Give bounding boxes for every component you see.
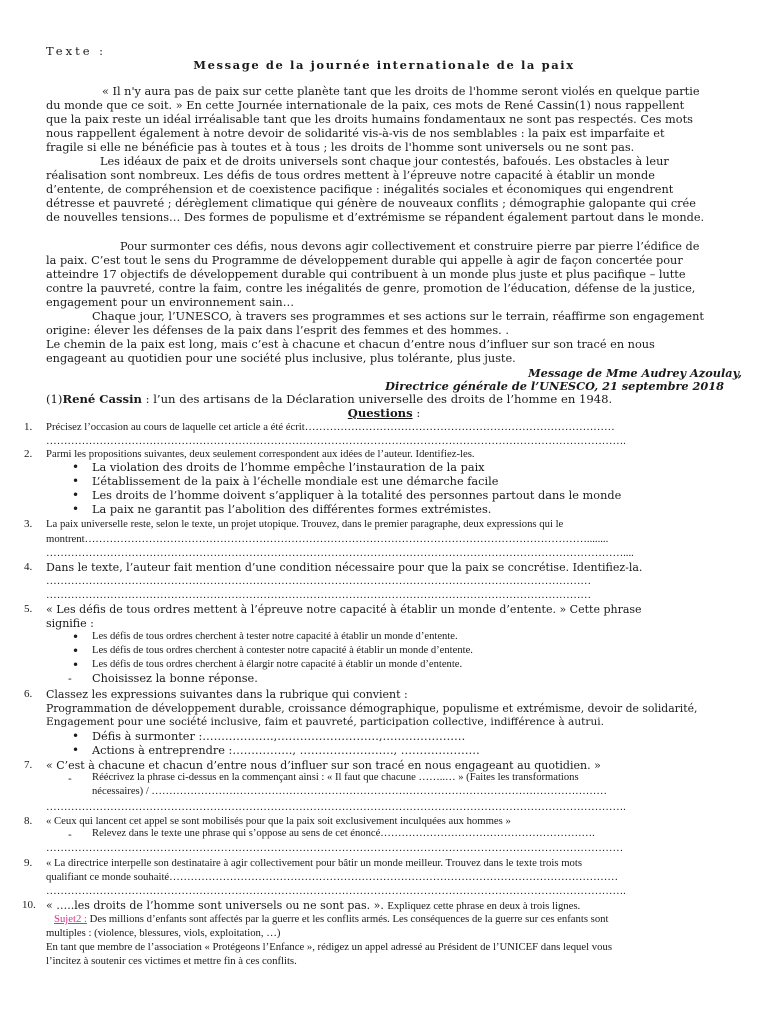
q2-option: Les droits de l’homme doivent s’appliquer à la totalité des personnes partout dans le monde bbox=[92, 489, 622, 502]
q2-option: L’établissement de la paix à l’échelle mondiale est une démarche facile bbox=[92, 475, 499, 488]
bullet-icon: • bbox=[72, 474, 80, 488]
p1-line: que la paix reste un idéal irréalisable tant que les droits humains fondamentaux ne sont pas respectés. Ces mots bbox=[46, 113, 693, 126]
question-number: 9. bbox=[24, 857, 33, 869]
sujet2-line: l’incitez à soutenir ces victimes et mettre fin à ces conflits. bbox=[46, 955, 297, 967]
question-10-quote: « …..les droits de l’homme sont universels ou ne sont pas. ». bbox=[46, 899, 388, 912]
p4-line: origine: élever les défenses de la paix dans l’esprit des femmes et des hommes. . bbox=[46, 324, 509, 337]
question-number: 7. bbox=[24, 759, 33, 771]
question-number: 3. bbox=[24, 518, 33, 530]
answer-line: ………………………………………………………………………………………………………………………………………………. bbox=[46, 885, 626, 897]
document-title: Message de la journée internationale de la paix bbox=[193, 58, 575, 72]
question-1-text: Précisez l’occasion au cours de laquelle cet article a été écrit…………………………………………………………………………… bbox=[46, 421, 615, 433]
p1-line: fragile si elle ne bénéficie pas à toutes et à tous ; les droits de l'homme sont universels ou ne sont pas. bbox=[46, 141, 635, 154]
p1-line: nous rappellent également à notre devoir de solidarité vis-à-vis de nos semblables : la paix est imparfaite et bbox=[46, 127, 665, 140]
question-10-text bbox=[46, 899, 742, 912]
q7-instruction: Réécrivez la phrase ci-dessus en la commençant ainsi : « Il faut que chacune ……..… » (Faites les transformations bbox=[92, 772, 579, 783]
footnote-name: René Cassin bbox=[62, 392, 142, 406]
answer-line: ………………………………………………………………………………………………………………………………………………. bbox=[46, 435, 626, 447]
bullet-icon: • bbox=[72, 729, 80, 743]
question-10-instruction: Expliquez cette phrase en deux à trois lignes. bbox=[387, 900, 581, 912]
bullet-icon: • bbox=[72, 502, 80, 516]
q5-option: Les défis de tous ordres cherchent à tester notre capacité à établir un monde d’entente. bbox=[92, 631, 458, 642]
q5-option: Les défis de tous ordres cherchent à contester notre capacité à établir un monde d’entente. bbox=[92, 645, 473, 656]
question-number: 8. bbox=[24, 815, 33, 827]
p2-line: Les idéaux de paix et de droits universels sont chaque jour contestés, bafoués. Les obstacles à leur bbox=[100, 155, 669, 168]
p2-line: réalisation sont nombreux. Les défis de tous ordres mettent à l’épreuve notre capacité à établir un monde bbox=[46, 169, 655, 182]
question-5-text-cont: signifie : bbox=[46, 617, 94, 630]
p2-line: de nouvelles tensions… Des formes de populisme et d’extrémisme se répandent également partout dans le monde. bbox=[46, 211, 705, 224]
q5-instruction: Choisissez la bonne réponse. bbox=[92, 672, 258, 685]
bullet-icon: • bbox=[72, 658, 80, 672]
texte-label: Texte : bbox=[46, 44, 107, 58]
bullet-icon: • bbox=[72, 460, 80, 474]
signature-role: Directrice générale de l’UNESCO, 21 septembre 2018 bbox=[385, 379, 724, 393]
dash-marker: - bbox=[68, 672, 72, 685]
answer-line: ……………………………………………………………………………………………………………………………………………… bbox=[46, 842, 624, 854]
p2-line: détresse et pauvreté ; dérèglement climatique qui génère de nouveaux conflits ; démographie galopante qui crée bbox=[46, 197, 696, 210]
q2-option: La violation des droits de l’homme empêche l’instauration de la paix bbox=[92, 461, 485, 474]
q2-option: La paix ne garantit pas l’abolition des différentes formes extrémistes. bbox=[92, 503, 492, 516]
answer-line: ……………………………………………………………………………………………………………………………………………….... bbox=[46, 547, 634, 559]
question-number: 10. bbox=[22, 899, 36, 911]
questions-heading-colon: : bbox=[412, 406, 421, 420]
answer-line: ……………………………………………………………………………………………………………………………………… bbox=[46, 575, 592, 587]
sujet2-line: multiples : (violence, blessures, viols, exploitation, …) bbox=[46, 927, 281, 939]
question-9-text-cont: qualifiant ce monde souhaité……………………………………………………………………………………………………………… bbox=[46, 871, 619, 883]
p3-line: Pour surmonter ces défis, nous devons agir collectivement et construire pierre par pierre l’édifice de bbox=[120, 240, 700, 253]
question-6-text: Classez les expressions suivantes dans la rubrique qui convient : bbox=[46, 688, 408, 701]
question-5-text: « Les défis de tous ordres mettent à l’épreuve notre capacité à établir un monde d’entente. » Cette phrase bbox=[46, 603, 642, 616]
sujet2-line bbox=[54, 913, 750, 925]
questions-heading bbox=[0, 406, 768, 420]
question-8-text: « Ceux qui lancent cet appel se sont mobilisés pour que la paix soit exclusivement inculquées aux hommes » bbox=[46, 815, 511, 827]
p3-line: la paix. C’est tout le sens du Programme de développement durable qui appelle à agir de façon concertée pour bbox=[46, 254, 683, 267]
question-number: 2. bbox=[24, 448, 33, 460]
question-7-text: « C’est à chacune et chacun d’entre nous d’influer sur son tracé en nous engageant au quotidien. » bbox=[46, 759, 601, 772]
footnote bbox=[46, 392, 612, 406]
bullet-icon: • bbox=[72, 644, 80, 658]
p4-line: engageant au quotidien pour une société plus inclusive, plus tolérante, plus juste. bbox=[46, 352, 516, 365]
answer-line: ………………………………………………………………………………………………………………………………………………. bbox=[46, 801, 626, 813]
sujet2-label: Sujet2 : bbox=[54, 913, 87, 925]
bullet-icon: • bbox=[72, 488, 80, 502]
bullet-icon: • bbox=[72, 630, 80, 644]
footnote-text: : l’un des artisans de la Déclaration universelle des droits de l’homme en 1948. bbox=[141, 392, 613, 406]
questions-heading-label: Questions bbox=[347, 406, 413, 420]
q5-option: Les défis de tous ordres cherchent à élargir notre capacité à établir un monde d’entente. bbox=[92, 659, 463, 670]
dash-marker: - bbox=[68, 828, 72, 841]
q8-instruction: Relevez dans le texte une phrase qui s’oppose au sens de cet énoncé……………………………………………………. bbox=[92, 828, 595, 839]
q7-instruction-cont: nécessaires) / ………………………………………………………………………………………………………………… bbox=[92, 786, 607, 797]
question-number: 1. bbox=[24, 421, 33, 433]
signature-author: Message de Mme Audrey Azoulay, bbox=[528, 366, 742, 380]
question-3-text-cont: montrent……………………………………………………………………………………………………………………………........ bbox=[46, 533, 609, 545]
question-3-text: La paix universelle reste, selon le texte, un projet utopique. Trouvez, dans le premier paragraphe, deux expressions qui le bbox=[46, 518, 564, 530]
p1-line: « Il n'y aura pas de paix sur cette planète tant que les droits de l'homme seront violés en quelque partie bbox=[102, 85, 700, 98]
dash-marker: - bbox=[68, 772, 72, 785]
q6-category: Actions à entreprendre :……………., ……………………., ………………… bbox=[92, 744, 480, 757]
question-number: 6. bbox=[24, 688, 33, 700]
p2-line: d’entente, de compréhension et de coexistence pacifique : inégalités sociales et économiques qui engendrent bbox=[46, 183, 674, 196]
question-number: 4. bbox=[24, 561, 33, 573]
q6-category: Défis à surmonter :……………….,………………………,…………………. bbox=[92, 730, 466, 743]
p3-line: atteindre 17 objectifs de développement durable qui contribuent à un monde plus juste et plus pacifique – lutte bbox=[46, 268, 686, 281]
question-6-text-cont: Engagement pour une société inclusive, faim et pauvreté, participation collective, indifférence à autrui. bbox=[46, 716, 605, 728]
p4-line: Chaque jour, l’UNESCO, à travers ses programmes et ses actions sur le terrain, réaffirme son engagement bbox=[92, 310, 704, 323]
p1-line: du monde que ce soit. » En cette Journée internationale de la paix, ces mots de René Cassin(1) nous rappellent bbox=[46, 99, 685, 112]
question-2-text: Parmi les propositions suivantes, deux seulement correspondent aux idées de l’auteur. Identifiez-les. bbox=[46, 448, 475, 460]
p3-line: contre la pauvreté, contre la faim, contre les inégalités de genre, promotion de l’éducation, défense de la justice, bbox=[46, 282, 696, 295]
question-4-text: Dans le texte, l’auteur fait mention d’une condition nécessaire pour que la paix se concrétise. Identifiez-la. bbox=[46, 561, 643, 574]
sujet2-text: Des millions d’enfants sont affectés par la guerre et les conflits armés. Les conséquences de la guerre sur ces enfants sont bbox=[86, 913, 609, 925]
p4-line: Le chemin de la paix est long, mais c’est à chacune et chacun d’entre nous d’influer sur son tracé en nous bbox=[46, 338, 655, 351]
p3-line: engagement pour un environnement sain… bbox=[46, 296, 295, 309]
footnote-marker: (1) bbox=[46, 392, 63, 406]
question-9-text: « La directrice interpelle son destinataire à agir collectivement pour bâtir un monde meilleur. Trouvez dans le texte trois mots bbox=[46, 857, 582, 869]
sujet2-line: En tant que membre de l’association « Protégeons l’Enfance », rédigez un appel adressé au Président de l’UNICEF dans lequel vous bbox=[46, 941, 612, 953]
answer-line: ……………………………………………………………………………………………………………………………………… bbox=[46, 589, 592, 601]
bullet-icon: • bbox=[72, 743, 80, 757]
question-6-text-cont: Programmation de développement durable, croissance démographique, populisme et extrémisme, devoir de solidarité, bbox=[46, 702, 698, 715]
question-number: 5. bbox=[24, 603, 33, 615]
